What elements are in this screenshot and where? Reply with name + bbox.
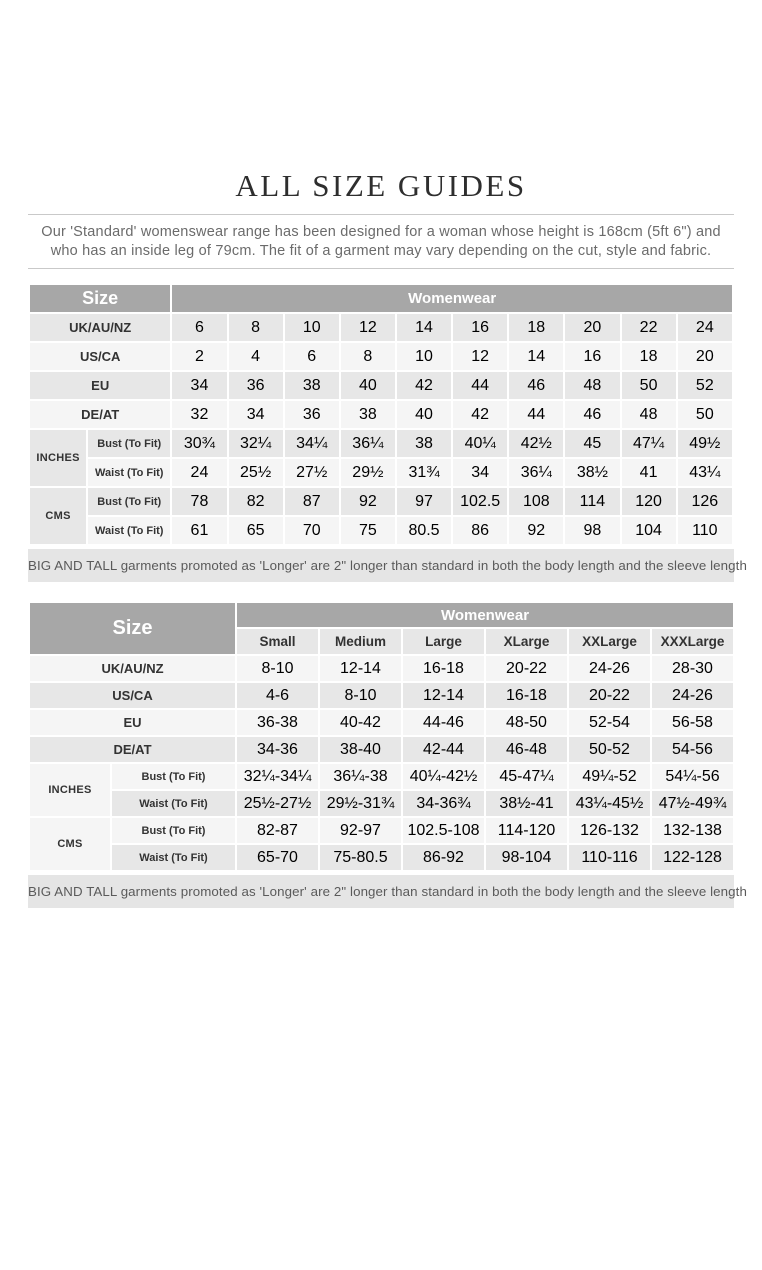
size-value-cell: 34 bbox=[171, 371, 227, 400]
size-value-cell: 16-18 bbox=[402, 655, 485, 682]
size-value-cell: 48 bbox=[564, 371, 620, 400]
size-value-cell: 36 bbox=[284, 400, 340, 429]
size-value-cell: 40 bbox=[340, 371, 396, 400]
measure-value-cell: 54¼-56 bbox=[651, 763, 734, 790]
measure-label-cell: Bust (To Fit) bbox=[111, 763, 236, 790]
table-row bbox=[29, 284, 733, 313]
measure-value-cell: 92 bbox=[508, 516, 564, 545]
size-value-cell: 24-26 bbox=[568, 655, 651, 682]
measure-value-cell: 27½ bbox=[284, 458, 340, 487]
measure-value-cell: 87 bbox=[284, 487, 340, 516]
size-value-cell: 46 bbox=[508, 371, 564, 400]
size-value-cell: 44 bbox=[508, 400, 564, 429]
size-value-cell: 20-22 bbox=[485, 655, 568, 682]
table-row bbox=[29, 371, 733, 400]
table-row bbox=[29, 342, 733, 371]
size-value-cell: 20 bbox=[677, 342, 733, 371]
measure-value-cell: 25½ bbox=[228, 458, 284, 487]
size-value-cell: 42 bbox=[452, 400, 508, 429]
size-value-cell: 2 bbox=[171, 342, 227, 371]
measure-value-cell: 104 bbox=[621, 516, 677, 545]
column-header-cell: XXXLarge bbox=[651, 628, 734, 655]
size-value-cell: 8 bbox=[228, 313, 284, 342]
table-row bbox=[29, 458, 733, 487]
size-value-cell: 38 bbox=[284, 371, 340, 400]
size-value-cell: 42-44 bbox=[402, 736, 485, 763]
size-value-cell: 44 bbox=[452, 371, 508, 400]
measure-label-cell: Bust (To Fit) bbox=[111, 817, 236, 844]
measure-value-cell: 102.5 bbox=[452, 487, 508, 516]
measure-value-cell: 132-138 bbox=[651, 817, 734, 844]
measure-value-cell: 38½ bbox=[564, 458, 620, 487]
measure-value-cell: 49½ bbox=[677, 429, 733, 458]
measure-value-cell: 65-70 bbox=[236, 844, 319, 871]
size-value-cell: 16 bbox=[452, 313, 508, 342]
measure-label-cell: Waist (To Fit) bbox=[87, 516, 171, 545]
measure-value-cell: 92-97 bbox=[319, 817, 402, 844]
divider-bottom bbox=[28, 268, 734, 269]
size-value-cell: 40-42 bbox=[319, 709, 402, 736]
row-label-cell: US/CA bbox=[29, 342, 171, 371]
divider-top bbox=[28, 214, 734, 215]
unit-label-cell: INCHES bbox=[29, 429, 87, 487]
size-value-cell: 12 bbox=[452, 342, 508, 371]
measure-value-cell: 29½ bbox=[340, 458, 396, 487]
size-value-cell: 56-58 bbox=[651, 709, 734, 736]
size-value-cell: 36 bbox=[228, 371, 284, 400]
measure-value-cell: 108 bbox=[508, 487, 564, 516]
measure-value-cell: 126-132 bbox=[568, 817, 651, 844]
measure-value-cell: 82-87 bbox=[236, 817, 319, 844]
standard-size-table-section bbox=[28, 283, 734, 546]
measure-value-cell: 82 bbox=[228, 487, 284, 516]
measure-value-cell: 75 bbox=[340, 516, 396, 545]
row-label-cell: UK/AU/NZ bbox=[29, 655, 236, 682]
measure-value-cell: 36¼-38 bbox=[319, 763, 402, 790]
group-header-cell: Womenwear bbox=[171, 284, 733, 313]
standard-size-table bbox=[28, 283, 734, 546]
size-value-cell: 4 bbox=[228, 342, 284, 371]
measure-value-cell: 24 bbox=[171, 458, 227, 487]
alpha-table-note: BIG AND TALL garments promoted as 'Longer' are 2" longer than standard in both the body length and the sleeve length bbox=[28, 875, 734, 908]
intro-line-2: who has an inside leg of 79cm. The fit of a garment may vary depending on the cut, style and fabric. bbox=[50, 243, 712, 259]
unit-label-cell: INCHES bbox=[29, 763, 111, 817]
table-row bbox=[29, 516, 733, 545]
measure-value-cell: 110-116 bbox=[568, 844, 651, 871]
measure-value-cell: 47¼ bbox=[621, 429, 677, 458]
size-guide-page bbox=[28, 168, 747, 908]
column-header-cell: XLarge bbox=[485, 628, 568, 655]
measure-value-cell: 36¼ bbox=[340, 429, 396, 458]
measure-value-cell: 42½ bbox=[508, 429, 564, 458]
size-value-cell: 18 bbox=[508, 313, 564, 342]
size-value-cell: 14 bbox=[396, 313, 452, 342]
size-value-cell: 40 bbox=[396, 400, 452, 429]
table-row bbox=[29, 763, 734, 790]
measure-value-cell: 97 bbox=[396, 487, 452, 516]
column-header-cell: XXLarge bbox=[568, 628, 651, 655]
table-row bbox=[29, 682, 734, 709]
measure-value-cell: 122-128 bbox=[651, 844, 734, 871]
size-value-cell: 16 bbox=[564, 342, 620, 371]
measure-value-cell: 31¾ bbox=[396, 458, 452, 487]
unit-label-cell: CMS bbox=[29, 487, 87, 545]
unit-label-cell: CMS bbox=[29, 817, 111, 871]
table-row bbox=[29, 602, 734, 628]
alpha-size-table bbox=[28, 601, 735, 872]
size-value-cell: 20 bbox=[564, 313, 620, 342]
size-value-cell: 8 bbox=[340, 342, 396, 371]
size-value-cell: 6 bbox=[171, 313, 227, 342]
size-value-cell: 46 bbox=[564, 400, 620, 429]
size-value-cell: 16-18 bbox=[485, 682, 568, 709]
row-label-cell: EU bbox=[29, 371, 171, 400]
measure-value-cell: 98-104 bbox=[485, 844, 568, 871]
measure-value-cell: 32¼-34¼ bbox=[236, 763, 319, 790]
column-header-cell: Medium bbox=[319, 628, 402, 655]
measure-value-cell: 45 bbox=[564, 429, 620, 458]
measure-value-cell: 49¼-52 bbox=[568, 763, 651, 790]
size-value-cell: 12-14 bbox=[319, 655, 402, 682]
size-value-cell: 48 bbox=[621, 400, 677, 429]
measure-value-cell: 34 bbox=[452, 458, 508, 487]
table-row bbox=[29, 709, 734, 736]
measure-value-cell: 38 bbox=[396, 429, 452, 458]
measure-value-cell: 43¼ bbox=[677, 458, 733, 487]
measure-value-cell: 29½-31¾ bbox=[319, 790, 402, 817]
measure-value-cell: 98 bbox=[564, 516, 620, 545]
size-value-cell: 50 bbox=[677, 400, 733, 429]
intro-text bbox=[28, 223, 734, 261]
alpha-size-table-section bbox=[28, 601, 734, 872]
size-value-cell: 48-50 bbox=[485, 709, 568, 736]
measure-label-cell: Waist (To Fit) bbox=[87, 458, 171, 487]
row-label-cell: UK/AU/NZ bbox=[29, 313, 171, 342]
table-row bbox=[29, 655, 734, 682]
size-value-cell: 24-26 bbox=[651, 682, 734, 709]
measure-value-cell: 65 bbox=[228, 516, 284, 545]
table-row bbox=[29, 400, 733, 429]
size-value-cell: 22 bbox=[621, 313, 677, 342]
measure-value-cell: 114 bbox=[564, 487, 620, 516]
column-header-cell: Large bbox=[402, 628, 485, 655]
size-value-cell: 38 bbox=[340, 400, 396, 429]
row-label-cell: US/CA bbox=[29, 682, 236, 709]
measure-value-cell: 70 bbox=[284, 516, 340, 545]
size-value-cell: 12-14 bbox=[402, 682, 485, 709]
measure-value-cell: 45-47¼ bbox=[485, 763, 568, 790]
group-header-cell: Womenwear bbox=[236, 602, 734, 628]
size-value-cell: 20-22 bbox=[568, 682, 651, 709]
measure-value-cell: 36¼ bbox=[508, 458, 564, 487]
size-value-cell: 10 bbox=[396, 342, 452, 371]
measure-value-cell: 25½-27½ bbox=[236, 790, 319, 817]
table-row bbox=[29, 487, 733, 516]
size-value-cell: 18 bbox=[621, 342, 677, 371]
measure-value-cell: 92 bbox=[340, 487, 396, 516]
table-row bbox=[29, 790, 734, 817]
measure-value-cell: 110 bbox=[677, 516, 733, 545]
size-value-cell: 8-10 bbox=[319, 682, 402, 709]
size-value-cell: 24 bbox=[677, 313, 733, 342]
size-value-cell: 4-6 bbox=[236, 682, 319, 709]
size-value-cell: 8-10 bbox=[236, 655, 319, 682]
standard-table-note: BIG AND TALL garments promoted as 'Longer' are 2" longer than standard in both the body length and the sleeve length bbox=[28, 549, 734, 582]
measure-value-cell: 41 bbox=[621, 458, 677, 487]
size-value-cell: 42 bbox=[396, 371, 452, 400]
measure-label-cell: Bust (To Fit) bbox=[87, 487, 171, 516]
measure-value-cell: 61 bbox=[171, 516, 227, 545]
row-label-cell: EU bbox=[29, 709, 236, 736]
size-value-cell: 34-36 bbox=[236, 736, 319, 763]
page-title: ALL SIZE GUIDES bbox=[235, 168, 527, 203]
intro-line-1: Our 'Standard' womenswear range has been designed for a woman whose height is 168cm (5ft 6") and bbox=[41, 224, 721, 240]
measure-value-cell: 34-36¾ bbox=[402, 790, 485, 817]
table-row bbox=[29, 429, 733, 458]
row-label-cell: DE/AT bbox=[29, 400, 171, 429]
column-header-cell: Small bbox=[236, 628, 319, 655]
table-row bbox=[29, 313, 733, 342]
size-header-cell: Size bbox=[29, 602, 236, 655]
measure-value-cell: 102.5-108 bbox=[402, 817, 485, 844]
measure-value-cell: 75-80.5 bbox=[319, 844, 402, 871]
size-value-cell: 34 bbox=[228, 400, 284, 429]
size-value-cell: 46-48 bbox=[485, 736, 568, 763]
size-header-cell: Size bbox=[29, 284, 171, 313]
size-value-cell: 28-30 bbox=[651, 655, 734, 682]
table-row bbox=[29, 844, 734, 871]
table-row bbox=[29, 817, 734, 844]
measure-value-cell: 40¼-42½ bbox=[402, 763, 485, 790]
measure-value-cell: 114-120 bbox=[485, 817, 568, 844]
measure-value-cell: 30¾ bbox=[171, 429, 227, 458]
table-row bbox=[29, 736, 734, 763]
size-value-cell: 52-54 bbox=[568, 709, 651, 736]
size-value-cell: 36-38 bbox=[236, 709, 319, 736]
measure-value-cell: 86-92 bbox=[402, 844, 485, 871]
measure-value-cell: 32¼ bbox=[228, 429, 284, 458]
size-value-cell: 50-52 bbox=[568, 736, 651, 763]
measure-value-cell: 47½-49¾ bbox=[651, 790, 734, 817]
size-value-cell: 54-56 bbox=[651, 736, 734, 763]
size-value-cell: 50 bbox=[621, 371, 677, 400]
row-label-cell: DE/AT bbox=[29, 736, 236, 763]
measure-value-cell: 80.5 bbox=[396, 516, 452, 545]
size-value-cell: 14 bbox=[508, 342, 564, 371]
measure-label-cell: Bust (To Fit) bbox=[87, 429, 171, 458]
measure-value-cell: 78 bbox=[171, 487, 227, 516]
measure-value-cell: 120 bbox=[621, 487, 677, 516]
size-value-cell: 52 bbox=[677, 371, 733, 400]
size-value-cell: 6 bbox=[284, 342, 340, 371]
measure-value-cell: 38½-41 bbox=[485, 790, 568, 817]
measure-value-cell: 43¼-45½ bbox=[568, 790, 651, 817]
measure-label-cell: Waist (To Fit) bbox=[111, 790, 236, 817]
size-value-cell: 44-46 bbox=[402, 709, 485, 736]
measure-label-cell: Waist (To Fit) bbox=[111, 844, 236, 871]
size-value-cell: 32 bbox=[171, 400, 227, 429]
measure-value-cell: 40¼ bbox=[452, 429, 508, 458]
measure-value-cell: 34¼ bbox=[284, 429, 340, 458]
measure-value-cell: 126 bbox=[677, 487, 733, 516]
size-value-cell: 12 bbox=[340, 313, 396, 342]
measure-value-cell: 86 bbox=[452, 516, 508, 545]
size-value-cell: 10 bbox=[284, 313, 340, 342]
size-value-cell: 38-40 bbox=[319, 736, 402, 763]
